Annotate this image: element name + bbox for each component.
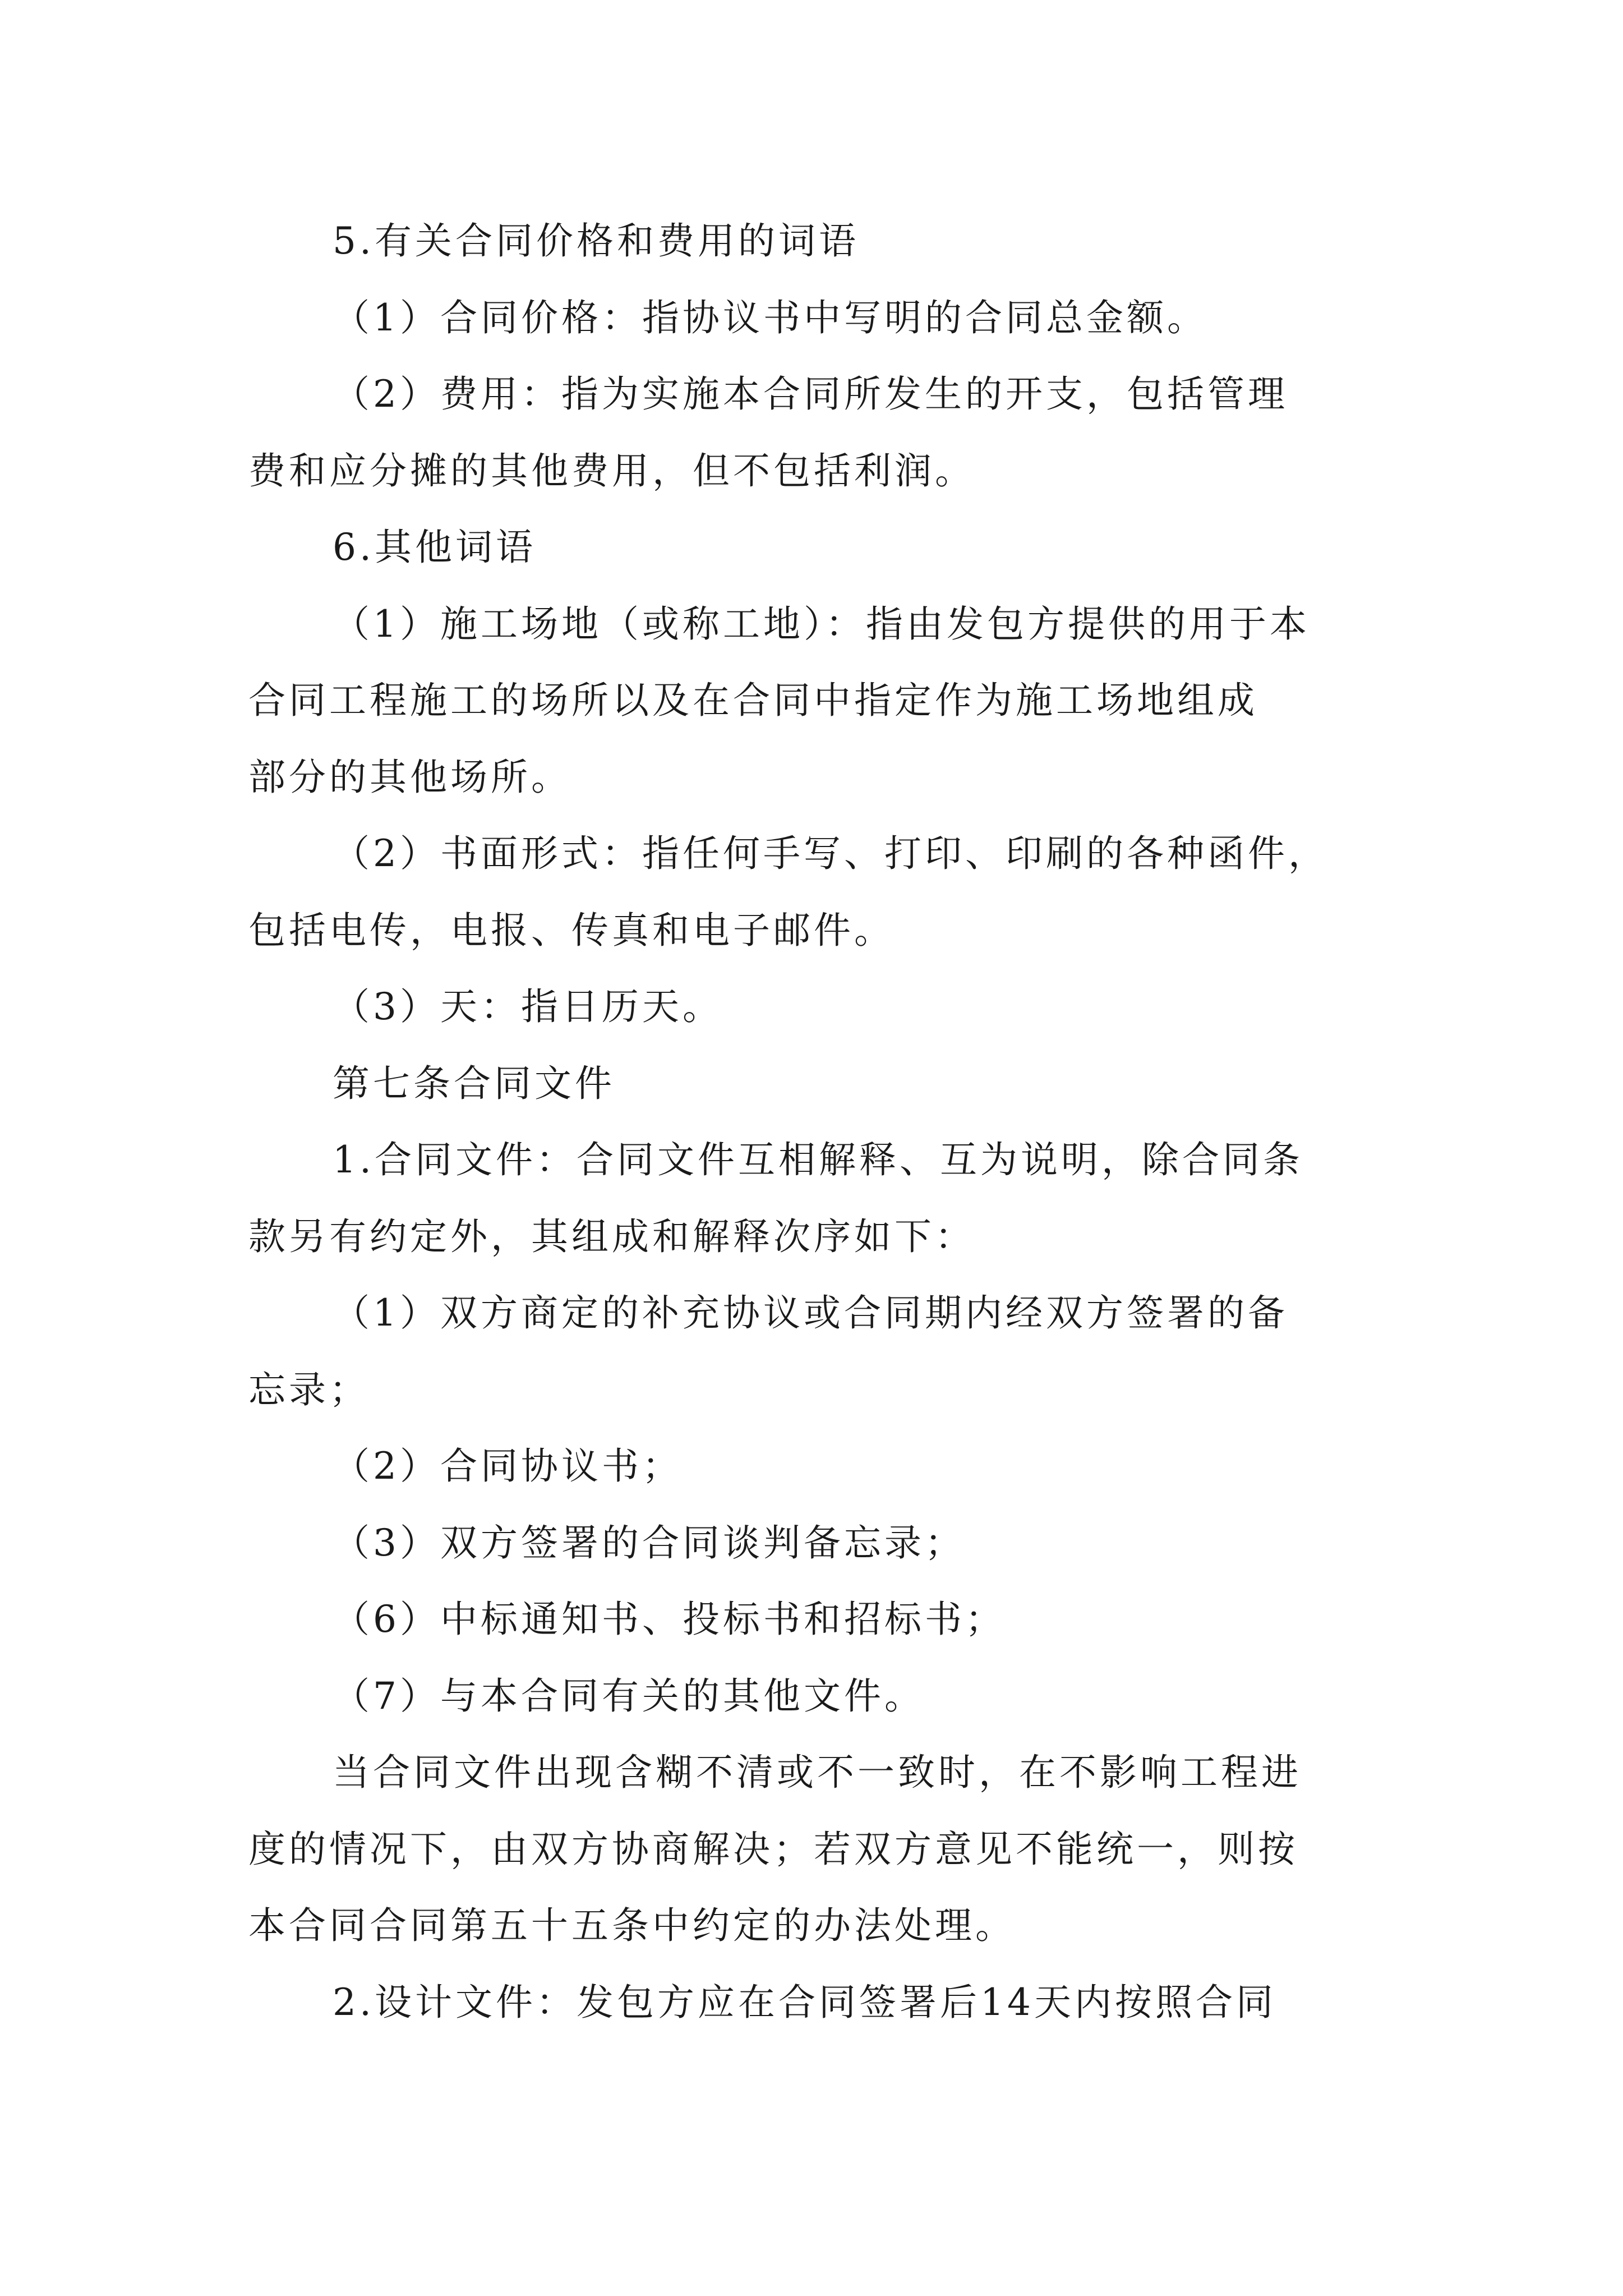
paragraph-design-documents	[248, 1964, 1393, 2041]
text-line: 费和应分摊的其他费用，但不包括利润。	[248, 449, 975, 493]
text-line: 合同工程施工的场所以及在合同中指定作为施工场地组成	[248, 679, 1258, 722]
text-line: （2）费用：指为实施本合同所发生的开支，包括管理	[333, 372, 1288, 416]
paragraph-day-definition	[248, 969, 1393, 1046]
paragraph-other-terms-heading	[248, 509, 1393, 586]
paragraph-negotiation-memo	[248, 1505, 1393, 1582]
text-line: （1）施工场地（或称工地）：指由发包方提供的用于本	[333, 602, 1310, 646]
text-line: 款另有约定外，其组成和解释次序如下：	[248, 1214, 975, 1258]
text-line: （1）双方商定的补充协议或合同期内经双方签署的备	[333, 1291, 1288, 1335]
text-line: 1.合同文件：合同文件互相解释、互为说明，除合同条	[333, 1138, 1303, 1181]
text-line: 2.设计文件：发包方应在合同签署后14天内按照合同	[333, 1980, 1276, 2024]
text-line: （3）天：指日历天。	[333, 985, 723, 1028]
text-line: 包括电传，电报、传真和电子邮件。	[248, 908, 895, 952]
text-line: 6.其他词语	[333, 526, 536, 569]
paragraph-bid-documents	[248, 1581, 1393, 1658]
paragraph-construction-site	[248, 586, 1393, 816]
text-line: 忘录；	[248, 1368, 370, 1411]
text-line: 部分的其他场所。	[248, 755, 571, 799]
text-line: （1）合同价格：指协议书中写明的合同总金额。	[333, 296, 1207, 339]
paragraph-written-form	[248, 816, 1393, 969]
paragraph-ambiguity-resolution	[248, 1734, 1393, 1964]
text-line: （7）与本合同有关的其他文件。	[333, 1674, 925, 1718]
text-line: （6）中标通知书、投标书和招标书；	[333, 1598, 1006, 1641]
text-line: 度的情况下，由双方协商解决；若双方意见不能统一，则按	[248, 1827, 1298, 1871]
text-line: 当合同文件出现含糊不清或不一致时，在不影响工程进	[333, 1751, 1302, 1794]
document-body	[248, 203, 1393, 2041]
paragraph-supplementary-agreement	[248, 1275, 1393, 1428]
paragraph-article-seven-heading	[248, 1046, 1393, 1122]
paragraph-contract-documents	[248, 1122, 1393, 1275]
paragraph-contract-price	[248, 280, 1393, 357]
paragraph-price-terms-heading	[248, 203, 1393, 280]
paragraph-other-documents	[248, 1658, 1393, 1735]
text-line: （3）双方签署的合同谈判备忘录；	[333, 1521, 965, 1565]
paragraph-expenses	[248, 356, 1393, 509]
text-line: （2）合同协议书；	[333, 1444, 683, 1488]
paragraph-agreement-document	[248, 1428, 1393, 1505]
text-line: 本合同合同第五十五条中约定的办法处理。	[248, 1904, 1016, 1947]
text-line: 第七条合同文件	[333, 1061, 615, 1105]
text-line: 5.有关合同价格和费用的词语	[333, 219, 859, 263]
text-line: （2）书面形式：指任何手写、打印、印刷的各种函件，	[333, 832, 1329, 875]
